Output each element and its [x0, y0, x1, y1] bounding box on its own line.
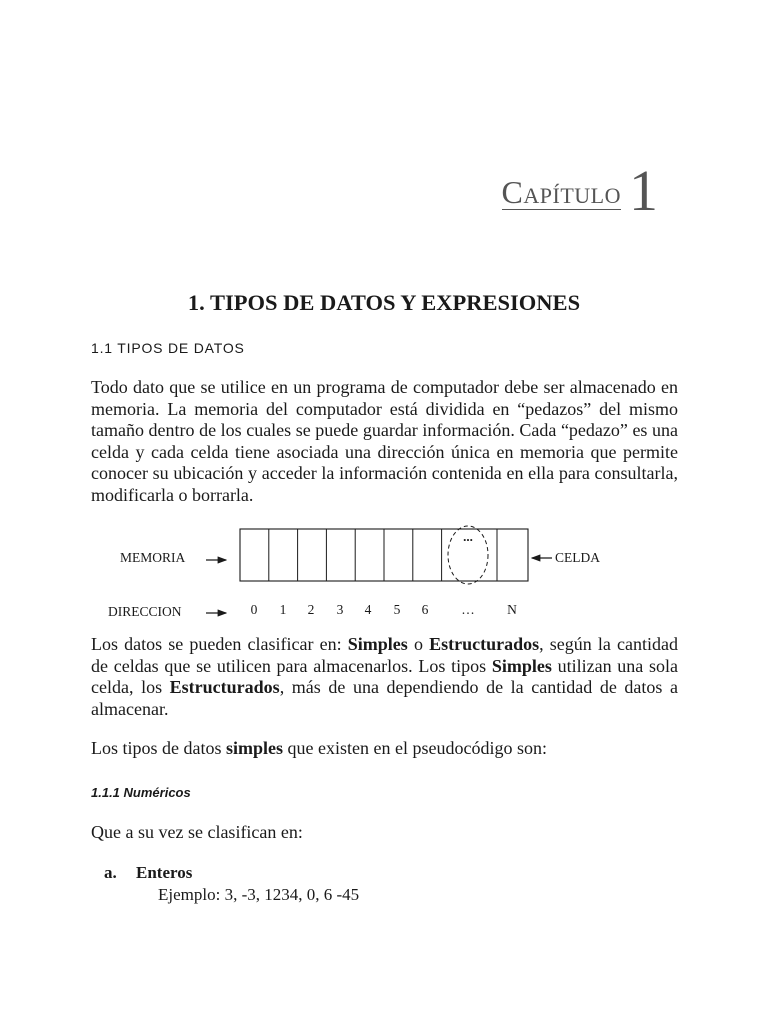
cell-label: CELDA — [555, 550, 600, 565]
text-run: , según la cantidad de celdas que se utilicen para almacenarlos. Los tipos — [91, 634, 678, 676]
list-term: Enteros — [136, 863, 193, 882]
paragraph-memory: Todo dato que se utilice en un programa de computador debe ser almacenado en memoria. La memoria del computador está dividida en “pedazos” del mismo tamaño dentro de los cuales se puede guardar información. Cada “pedazo” es una celda y cada celda tiene asociada una dirección única en memoria que permite conocer su ubicación y acceder la información contenida en ella para consultarla, modificarla o borrarla. — [91, 377, 678, 505]
address-number: 1 — [279, 602, 287, 617]
chapter-word: Capítulo — [501, 174, 621, 210]
paragraph-classification — [91, 634, 678, 720]
text-run: o — [407, 634, 430, 654]
text-run: Los tipos de datos — [91, 738, 226, 758]
memory-cells — [240, 529, 528, 581]
subsection-title: 1.1 TIPOS DE DATOS — [91, 340, 245, 356]
cell-ellipsis: ... — [463, 529, 473, 544]
address-number: 2 — [307, 602, 315, 617]
chapter-heading — [501, 158, 658, 223]
list-item-enteros — [104, 863, 192, 883]
text-run: que existen en el pseudocódigo son: — [283, 738, 547, 758]
address-number: 0 — [250, 602, 258, 617]
address-number: 5 — [393, 602, 401, 617]
bold-term: simples — [226, 738, 284, 758]
memory-diagram — [0, 520, 768, 630]
paragraph-subclassification: Que a su vez se clasifican en: — [91, 822, 303, 842]
chapter-number: 1 — [629, 158, 658, 223]
bold-term: Simples — [491, 655, 552, 676]
address-label: DIRECCION — [108, 604, 182, 619]
bold-term: Estructurados — [169, 677, 280, 698]
address-number: 4 — [364, 602, 372, 617]
address-number: 3 — [336, 602, 344, 617]
list-marker: a. — [104, 863, 117, 882]
address-ellipsis: … — [461, 602, 475, 617]
subsubsection-title: 1.1.1 Numéricos — [91, 785, 191, 800]
paragraph-simple-types — [91, 738, 678, 760]
text-run: , más de una dependiendo de la cantidad de datos a almacenar. — [91, 677, 678, 719]
address-numbers — [251, 602, 518, 617]
memory-label: MEMORIA — [120, 550, 186, 565]
bold-term: Estructurados — [429, 634, 540, 654]
text-run: utilizan una sola celda, los — [91, 655, 679, 698]
address-number-n: N — [507, 602, 517, 617]
section-title: 1. TIPOS DE DATOS Y EXPRESIONES — [187, 290, 581, 315]
example-text: Ejemplo: 3, -3, 1234, 0, 6 -45 — [158, 885, 360, 904]
bold-term: Simples — [347, 634, 408, 654]
address-number: 6 — [421, 602, 429, 617]
text-run: Los datos se pueden clasificar en: — [91, 634, 348, 654]
